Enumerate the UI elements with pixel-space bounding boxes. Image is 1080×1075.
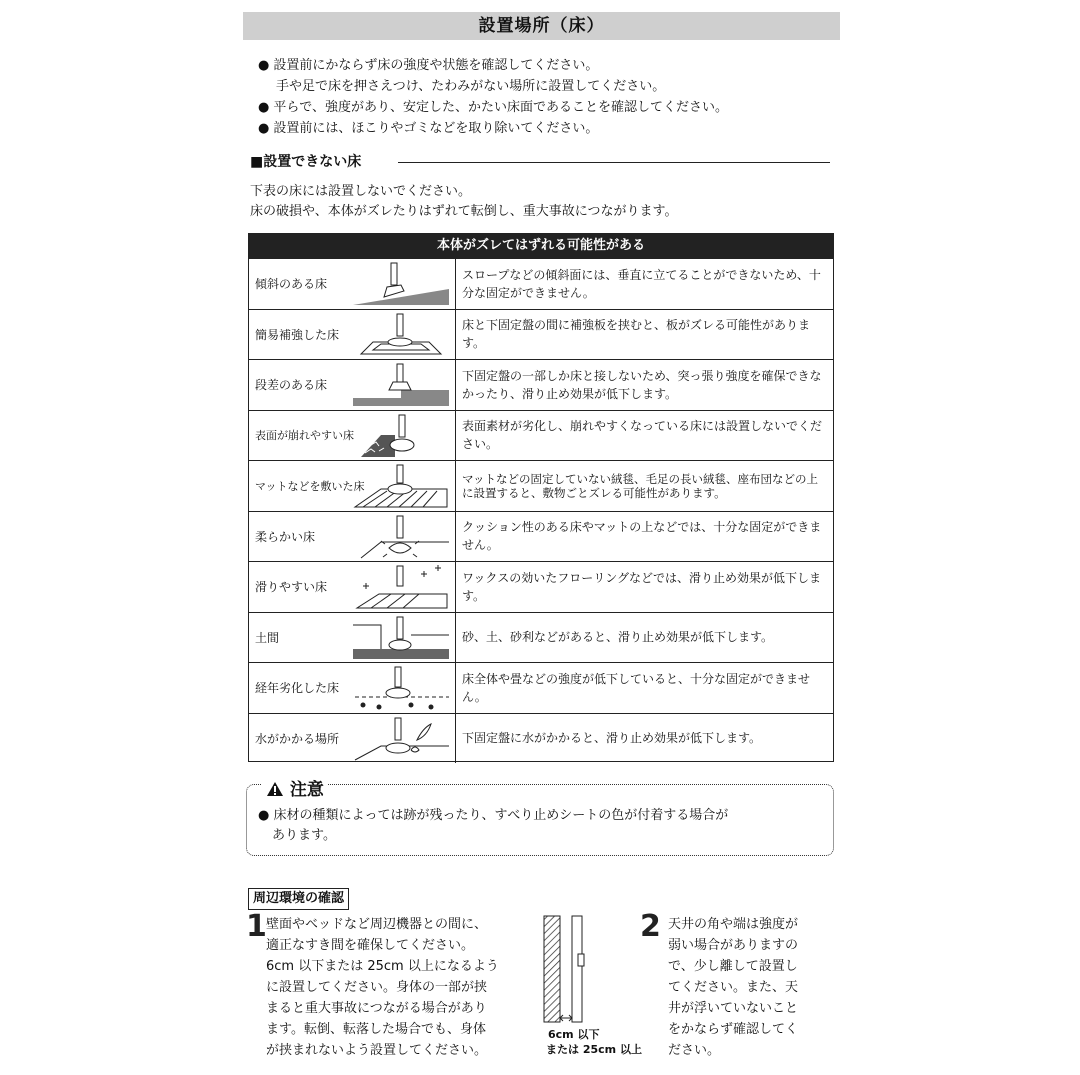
row-description: 下固定盤の一部しか床と接しないため、突っ張り強度を確保できなかったり、滑り止め効果が低下します。 <box>455 360 833 410</box>
table-header: 本体がズレてはずれる可能性がある <box>249 234 833 258</box>
row-label: 簡易補強した床 <box>255 327 340 342</box>
step-2-number: 2 <box>640 909 661 944</box>
crumbling-floor-icon <box>351 413 451 459</box>
step-1-text: 壁面やベッドなど周辺機器との間に、 適正なすき間を確保してください。 6cm 以下または 25cm 以上になるよう に設置してください。身体の一部が挟 まると重大事故につながる場合があり ます。転倒、転落した場合でも、身体 が挟まれないよう設置してください。 <box>266 917 499 1058</box>
slope-floor-icon <box>351 261 451 307</box>
row-label: 柔らかい床 <box>255 529 316 544</box>
row-label: 土間 <box>255 630 280 645</box>
row-description: 表面素材が劣化し、崩れやすくなっている床には設置しないでください。 <box>455 411 833 461</box>
row-description: クッション性のある床やマットの上などでは、十分な固定ができません。 <box>455 512 833 562</box>
table-row <box>249 258 833 309</box>
table-row <box>249 511 833 562</box>
table-row <box>249 662 833 713</box>
intro-line-1: 下表の床には設置しないでください。 <box>250 184 472 199</box>
reinforced-floor-icon <box>351 312 451 358</box>
warning-icon <box>266 781 284 797</box>
environment-label: 周辺環境の確認 <box>248 888 349 910</box>
precautions-list <box>258 55 858 139</box>
row-description: 下固定盤に水がかかると、滑り止め効果が低下します。 <box>455 714 833 764</box>
soft-floor-icon <box>351 514 451 560</box>
row-label: 段差のある床 <box>255 378 328 393</box>
intro-line-2: 床の破損や、本体がズレたりはずれて転倒し、重大事故につながります。 <box>250 204 678 219</box>
row-description: ワックスの効いたフローリングなどでは、滑り止め効果が低下します。 <box>455 562 833 612</box>
bullet-1-sub: 手や足で床を押さえつけ、たわみがない場所に設置してください。 <box>276 79 666 94</box>
row-description: 砂、土、砂利などがあると、滑り止め効果が低下します。 <box>455 613 833 663</box>
section-intro <box>250 182 677 222</box>
row-description: スロープなどの傾斜面には、垂直に立てることができないため、十分な固定ができません。 <box>455 259 833 309</box>
row-description: 床全体や畳などの強度が低下していると、十分な固定ができません。 <box>455 663 833 713</box>
caution-text <box>258 806 828 846</box>
step-1-number: 1 <box>246 909 267 944</box>
caution-line-2: あります。 <box>272 828 336 843</box>
table-row <box>249 561 833 612</box>
table-row <box>249 359 833 410</box>
table-row <box>249 460 833 511</box>
bullet-1: ● 設置前にかならず床の強度や状態を確認してください。 <box>258 55 858 76</box>
row-description: 床と下固定盤の間に補強板を挟むと、板がズレる可能性があります。 <box>455 310 833 360</box>
slippery-floor-icon <box>351 564 451 610</box>
mat-floor-icon <box>351 463 451 509</box>
bullet-3: ● 設置前には、ほこりやゴミなどを取り除いてください。 <box>258 118 858 139</box>
bullet-2: ● 平らで、強度があり、安定した、かたい床面であることを確認してください。 <box>258 97 858 118</box>
caution-title: 注意 <box>262 778 328 802</box>
row-label: 滑りやすい床 <box>255 580 328 595</box>
section-heading: ■設置できない床 <box>250 152 830 172</box>
row-label: 水がかかる場所 <box>255 731 340 746</box>
step-2-text: 天井の角や端は強度が 弱い場合がありますの で、少し離して設置し てください。また、天 井が浮いていないこと をかならず確認してく ださい。 <box>668 917 799 1058</box>
caution-line-1: ● 床材の種類によっては跡が残ったり、すべり止めシートの色が付着する場合が <box>258 808 729 823</box>
earthen-floor-icon <box>351 615 451 661</box>
page-title: 設置場所（床） <box>243 12 840 40</box>
figure-label-2: または 25cm 以上 <box>546 1043 642 1056</box>
gap-diagram-icon <box>542 914 602 1026</box>
row-label: 傾斜のある床 <box>255 277 328 292</box>
wet-floor-icon <box>351 716 451 762</box>
row-label: 表面が崩れやすい床 <box>255 429 354 443</box>
row-label: マットなどを敷いた床 <box>255 479 365 493</box>
step-floor-icon <box>351 362 451 408</box>
row-description: マットなどの固定していない絨毯、毛足の長い絨毯、座布団などの上に設置すると、敷物ごとズレる可能性があります。 <box>455 461 833 511</box>
table-row <box>249 309 833 360</box>
aged-floor-icon <box>351 665 451 711</box>
figure-label-1: 6cm 以下 <box>548 1028 600 1041</box>
table-row <box>249 612 833 663</box>
row-label: 経年劣化した床 <box>255 681 340 696</box>
section-rule <box>398 162 830 163</box>
table-row <box>249 713 833 764</box>
table-row <box>249 410 833 461</box>
unsuitable-floor-table <box>248 233 834 762</box>
